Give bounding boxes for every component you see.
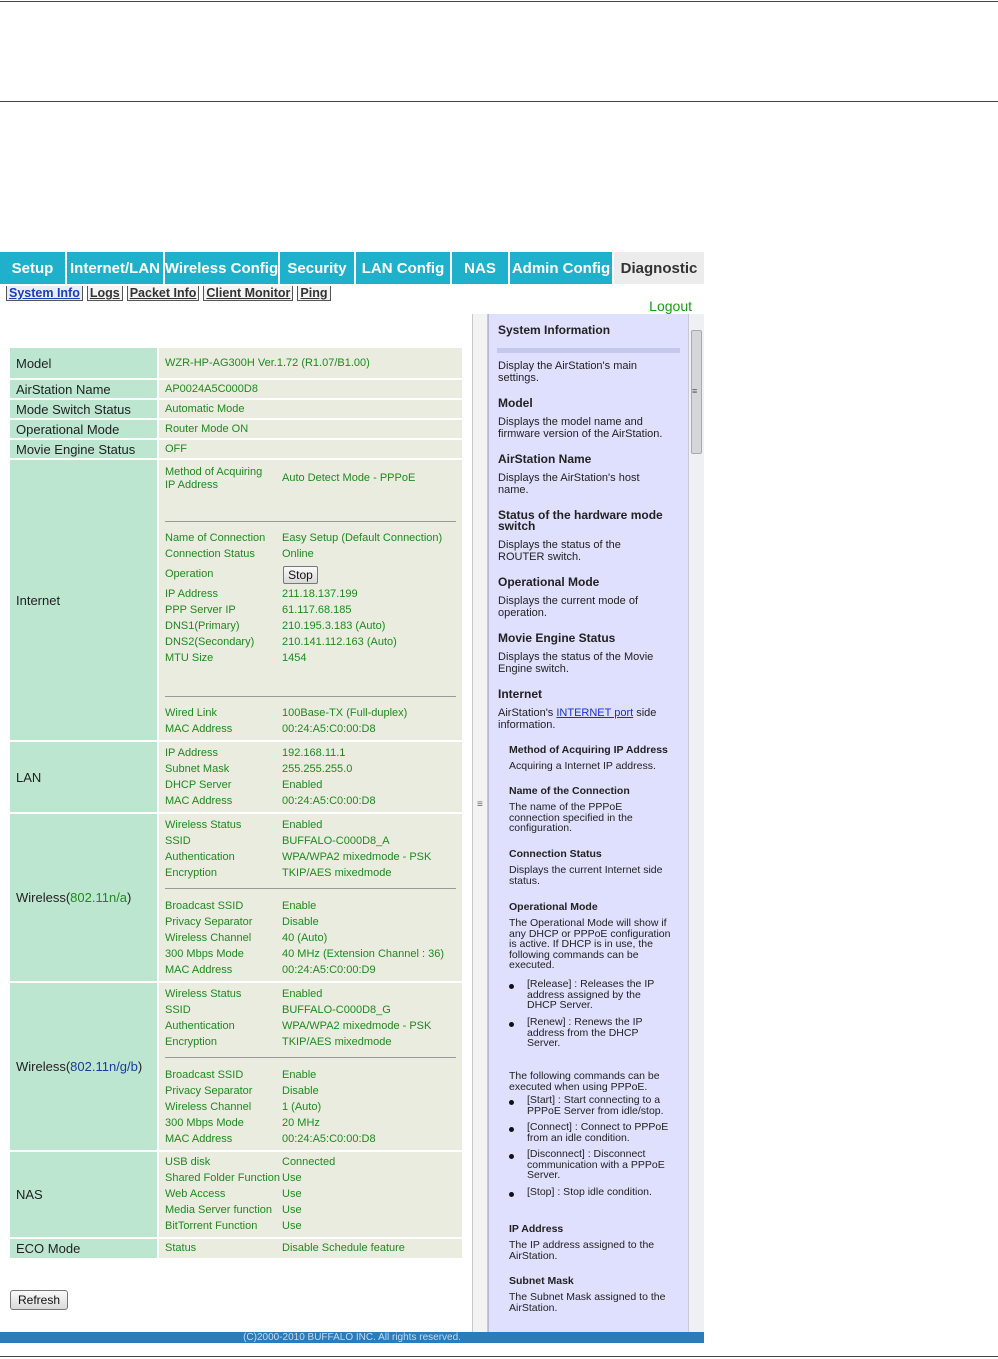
wg-broadcast-key: Broadcast SSID: [165, 1069, 244, 1081]
help-subnet-title: Subnet Mask: [509, 1275, 574, 1287]
wg-privacy-key: Privacy Separator: [165, 1085, 253, 1097]
connection-name-value: Easy Setup (Default Connection): [282, 532, 443, 544]
help-cstatus-desc: Displays the current Internet side status.: [509, 864, 663, 887]
nas-usb-key: USB disk: [165, 1156, 211, 1168]
nas-usb-value: Connected: [282, 1156, 336, 1168]
wa-privacy-key: Privacy Separator: [165, 916, 253, 928]
table-row-operational-mode: [10, 420, 462, 438]
help-conn-title: Name of the Connection: [509, 785, 630, 797]
wg-enc-key: Encryption: [165, 1036, 217, 1048]
table-row-mode-switch: [10, 400, 462, 418]
lan-details: [159, 742, 462, 812]
tab-admin-config[interactable]: Admin Config: [510, 252, 614, 284]
help-start: [Start] : Start connecting to a PPPoE Server from idle/stop.: [527, 1094, 664, 1117]
wg-300mbps-key: 300 Mbps Mode: [165, 1117, 244, 1129]
tab-nas[interactable]: NAS: [452, 252, 510, 284]
wireless-a-label: [10, 814, 157, 981]
table-row-airstation-name: [10, 380, 462, 398]
wg-auth-value: WPA/WPA2 mixedmode - PSK: [282, 1020, 432, 1032]
help-renew: [Renew] : Renews the IP address from the DHCP Server.: [527, 1016, 643, 1049]
connection-status-key: Connection Status: [165, 548, 255, 560]
lan-dhcp-value: Enabled: [282, 779, 323, 791]
help-intro: Display the AirStation's main settings.: [498, 360, 638, 384]
lan-mac-value: 00:24:A5:C0:00:D8: [282, 795, 376, 807]
scroll-grip-icon: ≡: [692, 386, 698, 396]
bullet: [509, 1100, 514, 1105]
wa-broadcast-key: Broadcast SSID: [165, 900, 244, 912]
help-internet-post: side: [633, 707, 657, 719]
lan-subnet-value: 255.255.255.0: [282, 763, 353, 775]
help-stop: [Stop] : Stop idle condition.: [527, 1186, 652, 1198]
internet-details: [159, 460, 462, 740]
nas-shared-value: Use: [282, 1172, 302, 1184]
sub-tabs: [6, 286, 331, 301]
wg-auth-key: Authentication: [165, 1020, 235, 1032]
tab-wireless-config[interactable]: Wireless Config: [165, 252, 280, 284]
top-rule: [0, 1, 998, 2]
wa-auth-key: Authentication: [165, 851, 235, 863]
help-cstatus-title: Connection Status: [509, 848, 602, 860]
bullet: [509, 984, 514, 989]
lan-label: LAN: [10, 742, 157, 812]
table-row-wireless-g: [10, 983, 462, 1150]
mac-address-value: 00:24:A5:C0:00:D8: [282, 723, 376, 735]
tab-lan-config[interactable]: LAN Config: [356, 252, 452, 284]
sub-tab-bar: [0, 284, 704, 314]
frame-divider[interactable]: [472, 314, 488, 1332]
stop-button[interactable]: Stop: [283, 566, 318, 584]
help-opm-desc: The Operational Mode will show if any DHCP or PPPoE configuration is active. If DHCP is in use, the following commands can be executed.: [509, 917, 671, 971]
lan-subnet-key: Subnet Mask: [165, 763, 230, 775]
wa-broadcast-value: Enable: [282, 900, 317, 912]
wa-enc-key: Encryption: [165, 867, 217, 879]
table-row-lan: [10, 742, 462, 812]
divider-grip-icon[interactable]: ≡: [477, 799, 483, 810]
method-value: Auto Detect Mode - PPPoE: [282, 472, 416, 484]
help-name-title: AirStation Name: [498, 452, 592, 466]
bullet: [509, 1192, 514, 1197]
wa-mac-key: MAC Address: [165, 964, 233, 976]
help-movie-title: Movie Engine Status: [498, 631, 616, 645]
table-row-internet: [10, 460, 462, 740]
wg-ssid-value: BUFFALO-C000D8_G: [282, 1004, 391, 1016]
method-key: Method of Acquiring IP Address: [165, 466, 263, 491]
wg-channel-key: Wireless Channel: [165, 1101, 252, 1113]
tab-security[interactable]: Security: [280, 252, 356, 284]
wired-link-key: Wired Link: [165, 707, 217, 719]
wa-ssid-key: SSID: [165, 835, 191, 847]
help-panel: [488, 314, 704, 1332]
lan-ip-key: IP Address: [165, 747, 218, 759]
subtab-packet-info[interactable]: Packet Info: [127, 286, 200, 301]
internet-label: Internet: [10, 460, 157, 740]
divider: [165, 521, 456, 522]
wireless-g-label: [10, 983, 157, 1150]
wireless-a-prefix: Wireless(: [16, 890, 71, 905]
help-model-desc: Displays the model name and firmware version of the AirStation.: [498, 416, 663, 440]
wg-ssid-key: SSID: [165, 1004, 191, 1016]
operational-mode-label: Operational Mode: [10, 420, 157, 438]
wa-auth-value: WPA/WPA2 mixedmode - PSK: [282, 851, 432, 863]
wa-ssid-value: BUFFALO-C000D8_A: [282, 835, 390, 847]
movie-engine-value: OFF: [159, 440, 462, 458]
dns1-value: 210.195.3.183 (Auto): [282, 620, 386, 632]
help-internet-pre: AirStation's: [498, 707, 557, 719]
table-row-wireless-a: [10, 814, 462, 981]
ip-address-value: 211.18.137.199: [282, 588, 358, 600]
help-internet-desc: [498, 708, 656, 731]
refresh-button[interactable]: Refresh: [10, 1290, 68, 1310]
dns2-value: 210.141.112.163 (Auto): [282, 636, 397, 648]
mtu-key: MTU Size: [165, 652, 214, 664]
header-rule: [0, 101, 998, 102]
dns1-key: DNS1(Primary): [165, 620, 240, 632]
tab-diagnostic[interactable]: Diagnostic: [614, 252, 704, 284]
help-ip-desc: The IP address assigned to the AirStation.: [509, 1239, 655, 1262]
nas-web-value: Use: [282, 1188, 302, 1200]
nas-label: NAS: [10, 1152, 157, 1237]
mode-switch-label: Mode Switch Status: [10, 400, 157, 418]
table-row-eco-mode: [10, 1239, 462, 1258]
ppp-server-key: PPP Server IP: [165, 604, 236, 616]
wg-300mbps-value: 20 MHz: [282, 1117, 320, 1129]
table-row-model: [10, 348, 462, 378]
help-model-title: Model: [498, 396, 533, 410]
table-row-movie-engine: [10, 440, 462, 458]
divider: [165, 888, 456, 889]
help-opm-title: Operational Mode: [509, 901, 598, 913]
airstation-name-label: AirStation Name: [10, 380, 157, 398]
wa-privacy-value: Disable: [282, 916, 319, 928]
lan-ip-value: 192.168.11.1: [282, 747, 346, 759]
dns2-key: DNS2(Secondary): [165, 636, 255, 648]
help-internet-title: Internet: [498, 687, 543, 701]
wg-enc-value: TKIP/AES mixedmode: [282, 1036, 392, 1048]
bullet: [509, 1154, 514, 1159]
wa-channel-key: Wireless Channel: [165, 932, 252, 944]
nas-shared-key: Shared Folder Function: [165, 1172, 280, 1184]
help-release: [Release] : Releases the IP address assigned by the DHCP Server.: [527, 978, 655, 1011]
wa-channel-value: 40 (Auto): [282, 932, 328, 944]
wg-mac-key: MAC Address: [165, 1133, 233, 1145]
nas-web-key: Web Access: [165, 1188, 226, 1200]
ip-address-key: IP Address: [165, 588, 218, 600]
model-value: WZR-HP-AG300H Ver.1.72 (R1.07/B1.00): [159, 348, 462, 378]
wa-status-value: Enabled: [282, 819, 323, 831]
eco-status-value: Disable Schedule feature: [282, 1242, 405, 1254]
bullet: [509, 1127, 514, 1132]
help-ip-title: IP Address: [509, 1223, 564, 1235]
model-label: Model: [10, 348, 157, 378]
wg-privacy-value: Disable: [282, 1085, 319, 1097]
main-tabs: [0, 252, 704, 284]
subtab-client-monitor[interactable]: Client Monitor: [203, 286, 293, 301]
wa-300mbps-key: 300 Mbps Mode: [165, 948, 244, 960]
nas-bittorrent-key: BitTorrent Function: [165, 1220, 258, 1232]
operation-key: Operation: [165, 568, 214, 580]
help-method-desc: Acquiring a Internet IP address.: [509, 760, 656, 772]
wa-enc-value: TKIP/AES mixedmode: [282, 867, 392, 879]
wa-status-key: Wireless Status: [165, 819, 242, 831]
wg-channel-value: 1 (Auto): [282, 1101, 322, 1113]
wg-broadcast-value: Enable: [282, 1069, 317, 1081]
wa-300mbps-value: 40 MHz (Extension Channel : 36): [282, 948, 445, 960]
lan-dhcp-key: DHCP Server: [165, 779, 232, 791]
help-hw-desc: Displays the status of the ROUTER switch.: [498, 539, 621, 563]
tab-internet-lan[interactable]: Internet/LAN: [67, 252, 165, 284]
wireless-a-band: 802.11n/a: [70, 890, 128, 905]
system-info-content: [0, 314, 472, 1332]
help-name-desc: Displays the AirStation's host name.: [498, 472, 640, 496]
movie-engine-label: Movie Engine Status: [10, 440, 157, 458]
help-op-title: Operational Mode: [498, 575, 600, 589]
help-pppoe-intro: The following commands can be executed when using PPPoE.: [509, 1070, 660, 1093]
help-op-desc: Displays the current mode of operation.: [498, 595, 639, 619]
wired-link-value: 100Base-TX (Full-duplex): [282, 707, 408, 719]
internet-port-link[interactable]: INTERNET port: [556, 707, 634, 719]
help-connect: [Connect] : Connect to PPPoE from an idle condition.: [527, 1121, 669, 1144]
divider: [165, 696, 456, 697]
wg-status-key: Wireless Status: [165, 988, 242, 1000]
bullet: [509, 1022, 514, 1027]
help-scrollbar[interactable]: [688, 314, 704, 1332]
help-subnet-desc: The Subnet Mask assigned to the AirStation.: [509, 1291, 666, 1314]
help-title: System Information: [498, 323, 611, 337]
wireless-g-suffix: ): [137, 1059, 143, 1074]
help-disconnect: [Disconnect] : Disconnect communication with a PPPoE Server.: [527, 1148, 665, 1181]
tab-setup[interactable]: Setup: [0, 252, 67, 284]
wg-mac-value: 00:24:A5:C0:00:D8: [282, 1133, 376, 1145]
eco-mode-label: ECO Mode: [10, 1239, 157, 1258]
logout-link[interactable]: Logout: [649, 298, 692, 314]
subtab-ping[interactable]: Ping: [297, 286, 330, 301]
ppp-server-value: 61.117.68.185: [282, 604, 352, 616]
connection-name-key: Name of Connection: [165, 532, 266, 544]
mac-address-key: MAC Address: [165, 723, 233, 735]
mode-switch-value: Automatic Mode: [159, 400, 462, 418]
help-hw-title: Status of the hardware mode switch: [498, 508, 663, 533]
operational-mode-value: Router Mode ON: [159, 420, 462, 438]
bottom-rule: [0, 1356, 998, 1357]
mtu-value: 1454: [282, 652, 307, 664]
router-admin-window: [0, 252, 704, 1343]
wireless-a-suffix: ): [127, 890, 132, 905]
nas-bittorrent-value: Use: [282, 1220, 302, 1232]
help-movie-desc: Displays the status of the Movie Engine switch.: [498, 651, 654, 675]
subtab-logs[interactable]: Logs: [87, 286, 123, 301]
table-row-nas: [10, 1152, 462, 1237]
wireless-g-prefix: Wireless(: [16, 1059, 71, 1074]
wireless-g-details: [159, 983, 462, 1150]
copyright-footer: (C)2000-2010 BUFFALO INC. All rights reserved.: [0, 1332, 704, 1343]
wireless-g-band: 802.11n/g/b: [70, 1059, 138, 1074]
wg-status-value: Enabled: [282, 988, 323, 1000]
divider: [165, 1057, 456, 1058]
wa-mac-value: 00:24:A5:C0:00:D9: [282, 964, 376, 976]
wireless-a-details: [159, 814, 462, 981]
eco-mode-details: [159, 1239, 462, 1258]
nas-details: [159, 1152, 462, 1237]
eco-status-key: Status: [165, 1242, 197, 1254]
lan-mac-key: MAC Address: [165, 795, 233, 807]
help-rule: [497, 348, 680, 353]
airstation-name-value: AP0024A5C000D8: [159, 380, 462, 398]
nas-media-value: Use: [282, 1204, 302, 1216]
nas-media-key: Media Server function: [165, 1204, 272, 1216]
help-method-title: Method of Acquiring IP Address: [509, 744, 668, 756]
help-internet-line2: information.: [498, 718, 556, 731]
connection-status-value: Online: [282, 548, 314, 560]
help-conn-desc: The name of the PPPoE connection specified in the configuration.: [509, 801, 633, 834]
subtab-system-info[interactable]: System Info: [6, 286, 83, 301]
